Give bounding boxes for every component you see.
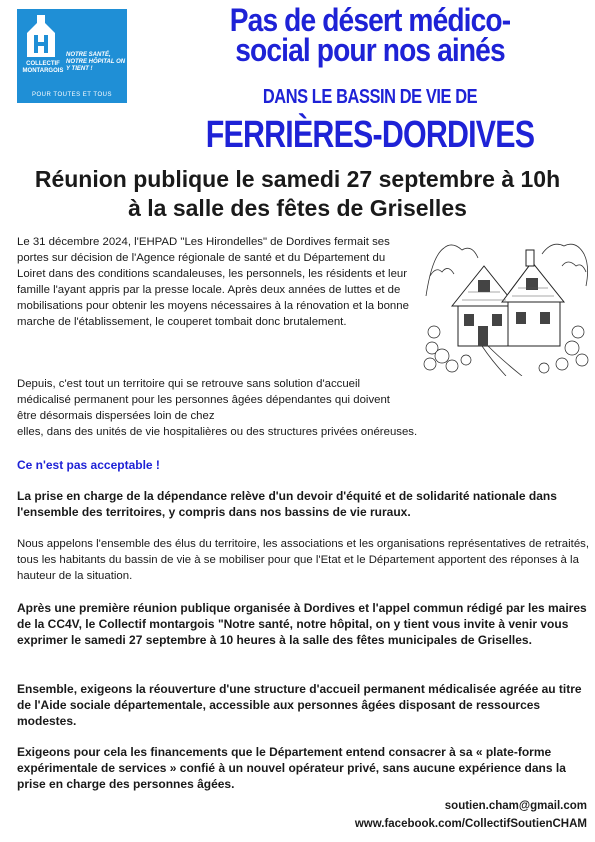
- not-acceptable-heading: Ce n'est pas acceptable !: [17, 458, 160, 472]
- paragraph-invitation: Après une première réunion publique organisée à Dordives et l'appel commun rédigé par les maires de la CC4V, le Collectif montargois "Notre santé, notre hôpital, on y tient vous invite à venir vous exprimer le samedi 27 septembre à 10 heures à la salle des fêtes municipales de Griselles.: [17, 601, 587, 647]
- collectif-logo: [17, 9, 127, 103]
- logo-slogan: NOTRE SANTÉ, NOTRE HÔPITAL ON Y TIENT !: [66, 52, 126, 72]
- meeting-line1: Réunion publique le samedi 27 septembre à 10h: [34, 166, 561, 192]
- meeting-announcement: [0, 165, 595, 223]
- house-garden-sketch: [422, 236, 590, 376]
- meeting-line2: à la salle des fêtes de Griselles: [128, 195, 467, 221]
- contact-facebook[interactable]: www.facebook.com/CollectifSoutienCHAM: [354, 818, 587, 830]
- main-title-line1: Pas de désert médico-: [229, 2, 511, 38]
- paragraph-closure: Le 31 décembre 2024, l'EHPAD "Les Hirondelles" de Dordives fermait ses portes sur décision de l'Agence régionale de santé et du Département du Loiret dans des conditions scandaleuses, les personnels, les résidents et leur famille l'ayant appris par la presse locale. Après deux années de luttes et de mobilisations pour obtenir les moyens nécessaires à la rénovation et la bonne marche de l'établissement, le couperet tombait donc brutalement.: [17, 236, 409, 328]
- paragraph-territory-end: elles, dans des unités de vie hospitalières ou des structures privées onéreuses.: [17, 426, 418, 438]
- contact-email[interactable]: soutien.cham@gmail.com: [444, 800, 587, 812]
- paragraph-appeal: Nous appelons l'ensemble des élus du territoire, les associations et les organisations représentatives de retraités, tous les habitants du bassin de vie à se mobiliser pour que l'Etat et le Département apportent des réponses à la hauteur de la situation.: [17, 538, 590, 582]
- place-title: FERRIÈRES-DORDIVES: [205, 114, 535, 156]
- paragraph-territory: Depuis, c'est tout un territoire qui se retrouve sans solution d'accueil médicalisé permanent pour les personnes âgées dépendantes qui doivent être désormais dispersées loin de chez: [17, 378, 390, 422]
- paragraph-demand-reopening: Ensemble, exigeons la réouverture d'une structure d'accueil permanent médicalisée agréée au titre de l'Aide sociale départementale, accessible aux personnes âgées disposant de ressources modestes.: [17, 682, 582, 728]
- hospital-house-icon: [25, 15, 57, 59]
- paragraph-demand-funding: Exigeons pour cela les financements que le Département entend consacrer à sa « plate-forme expérimentale de services » confié à un nouvel opérateur privé, sans aucune expérience dans la prise en charge des personnes âgées.: [17, 745, 566, 791]
- logo-collectif-text: COLLECTIF MONTARGOIS: [22, 61, 64, 74]
- main-title: [176, 2, 563, 68]
- main-title-line2: social pour nos ainés: [235, 32, 505, 68]
- logo-tagline: POUR TOUTES ET TOUS: [32, 92, 112, 98]
- paragraph-solidarity: La prise en charge de la dépendance relève d'un devoir d'équité et de solidarité nationale dans l'ensemble des territoires, y compris dans nos bassins de vie ruraux.: [17, 489, 557, 519]
- subtitle: DANS LE BASSIN DE VIE DE: [262, 86, 478, 108]
